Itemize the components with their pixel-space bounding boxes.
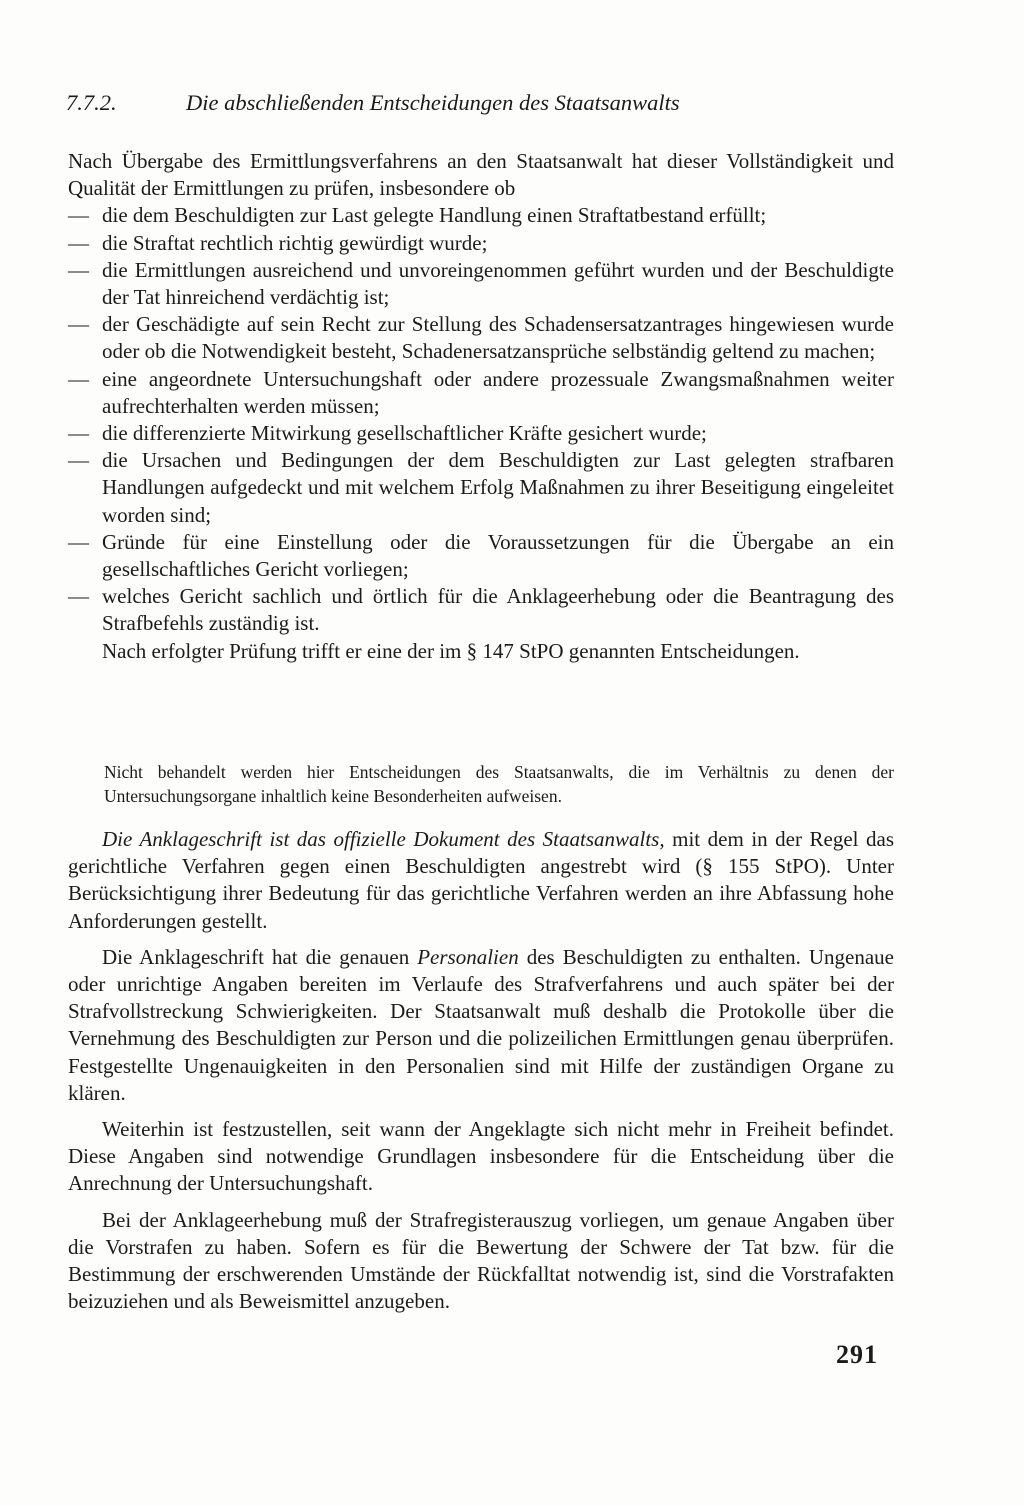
list-item: — die differenzierte Mitwirkung gesellschaftlicher Kräfte gesichert wurde; [68, 420, 894, 447]
list-item: — die Ermittlungen ausreichend und unvoreingenommen geführt wurden und der Beschuldigte der Tat hinreichend verdächtig ist; [68, 257, 894, 311]
list-item: — die Ursachen und Bedingungen der dem Beschuldigten zur Last gelegten strafbaren Handlungen aufgedeckt und mit welchem Erfolg Maßnahmen zu ihrer Beseitigung eingeleitet worden sind; [68, 447, 894, 529]
list-item: — eine angeordnete Untersuchungshaft oder andere prozessuale Zwangsmaßnahmen weiter aufrechterhalten werden müssen; [68, 366, 894, 420]
paragraph-strafregister: Bei der Anklageerhebung muß der Strafregisterauszug vorliegen, um genaue Angaben über die Vorstrafen zu haben. Sofern es für die Bewertung der Schwere der Tat bzw. für die Bestimmung der erschwerenden Umstände der Rückfalltat notwendig ist, sind die Vorstrafakten beizuziehen und als Beweismittel anzugeben. [68, 1207, 894, 1314]
section-number: 7.7.2. [66, 90, 117, 115]
page-number: 291 [836, 1340, 878, 1369]
list-item: — die dem Beschuldigten zur Last gelegte Handlung einen Straftatbestand erfüllt; [68, 202, 894, 229]
intro-paragraph: Nach Übergabe des Ermittlungsverfahrens an den Staatsanwalt hat dieser Vollständigkeit und Qualität der Ermittlungen zu prüfen, insbesondere ob [68, 149, 894, 201]
emphasis-text: Personalien [417, 944, 519, 969]
emphasis-text: Die Anklageschrift ist das offizielle Dokument des Staatsanwalts, [102, 827, 665, 851]
section-heading [66, 90, 680, 116]
after-list-paragraph: Nach erfolgter Prüfung trifft er eine der im § 147 StPO genannten Entscheidungen. [102, 638, 800, 663]
check-list [68, 202, 894, 637]
list-item: — die Straftat rechtlich richtig gewürdigt wurde; [68, 230, 894, 257]
list-item: — welches Gericht sachlich und örtlich für die Anklageerhebung oder die Beantragung des Strafbefehls zuständig ist. [68, 583, 894, 637]
body-text [68, 826, 894, 1324]
paragraph-text: mit dem in der Regel das gerichtliche Verfahren gegen einen Beschuldigten angestrebt wird (§ 155 StPO). Unter Berücksichtigung ihrer Bedeutung für das gerichtliche Verfahren werden an ihre Abfassung hohe Anforderungen gestellt. [68, 827, 894, 933]
paragraph-freiheit: Weiterhin ist festzustellen, seit wann der Angeklagte sich nicht mehr in Freiheit befindet. Diese Angaben sind notwendige Grundlagen insbesondere für die Entscheidung über die Anrechnung der Untersuchungshaft. [68, 1117, 894, 1196]
list-item: — Gründe für eine Einstellung oder die Voraussetzungen für die Übergabe an ein gesellschaftliches Gericht vorliegen; [68, 529, 894, 583]
paragraph-text: des Beschuldigten zu enthalten. Ungenaue oder unrichtige Angaben bereiten im Verlaufe des Strafverfahrens und auch später bei der Strafvollstreckung Schwierigkeiten. Der Staatsanwalt muß deshalb die Protokolle über die Vernehmung des Beschuldigten zur Person und die polizeilichen Ermittlungen genau überprüfen. Festgestellte Ungenauigkeiten in den Personalien sind mit Hilfe der zuständigen Organe zu klären. [68, 944, 894, 1105]
paragraph-anklageschrift [68, 826, 894, 935]
small-print-note: Nicht behandelt werden hier Entscheidungen des Staatsanwalts, die im Verhältnis zu denen der Untersuchungsorgane inhaltlich keine Besonderheiten aufweisen. [104, 762, 894, 806]
intro-block [68, 148, 894, 665]
list-item: — der Geschädigte auf sein Recht zur Stellung des Schadensersatzantrages hingewiesen wurde oder ob die Notwendigkeit besteht, Schadenersatzansprüche selbständig geltend zu machen; [68, 311, 894, 365]
paragraph-text: Die Anklageschrift hat die genauen [102, 944, 418, 969]
paragraph-personalien [68, 944, 894, 1107]
section-title: Die abschließenden Entscheidungen des Staatsanwalts [186, 90, 680, 115]
